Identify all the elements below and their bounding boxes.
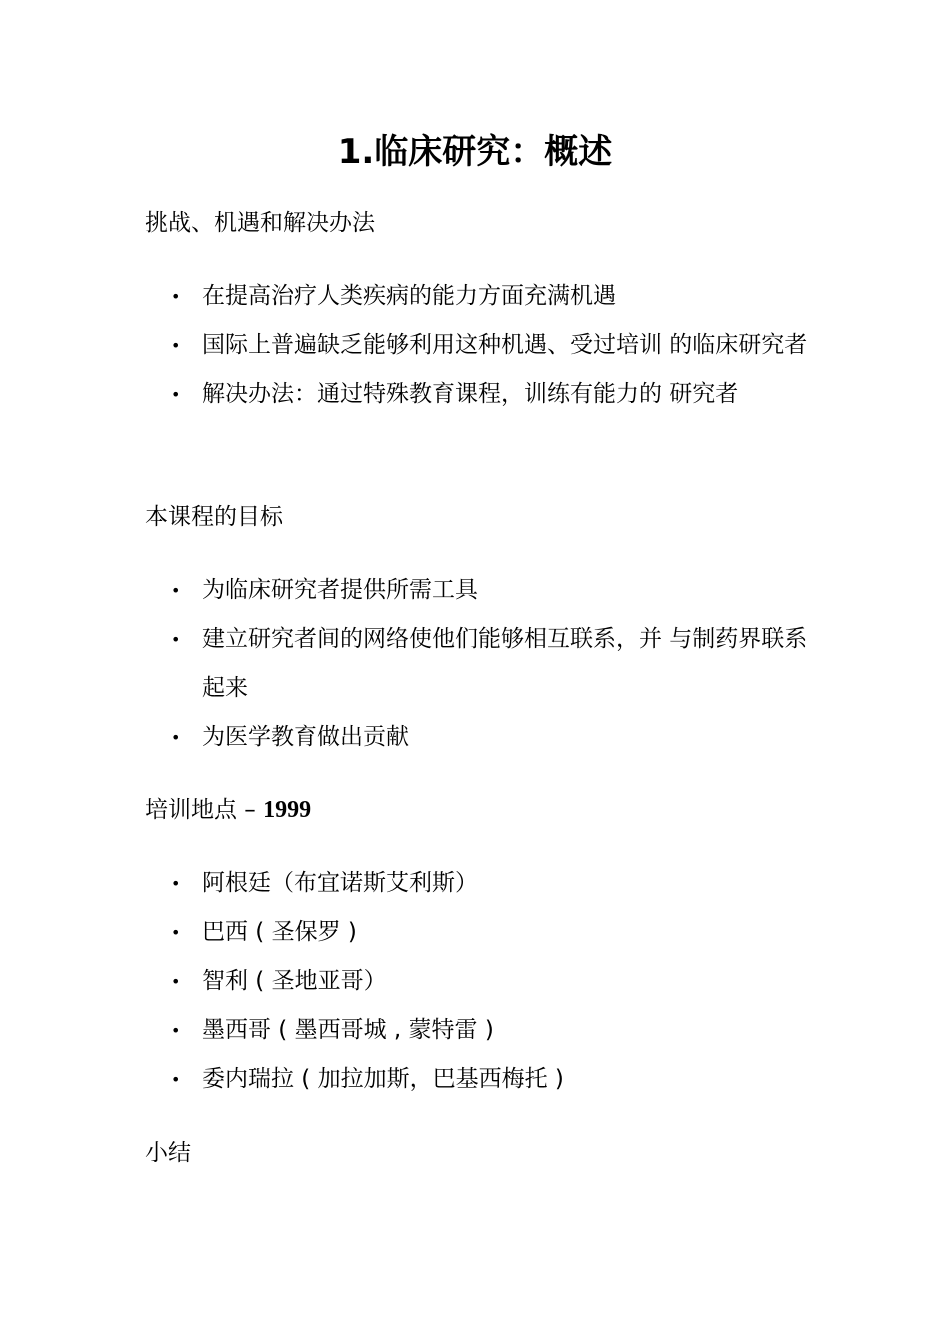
section-heading-goals: 本课程的目标 xyxy=(145,504,283,530)
list-item xyxy=(145,957,815,1006)
list-item-text: 解决办法：通过特殊教育课程，训练有能力的 研究者 xyxy=(202,381,739,407)
list-item xyxy=(145,566,815,615)
list-item xyxy=(145,1006,815,1055)
list-item xyxy=(145,908,815,957)
list-item-text: 为临床研究者提供所需工具 xyxy=(202,577,478,603)
bullet-icon: • xyxy=(171,630,181,649)
bullet-icon: • xyxy=(171,1021,181,1040)
section-heading-summary: 小结 xyxy=(145,1140,191,1166)
list-item xyxy=(145,370,815,419)
list-item-text: 国际上普遍缺乏能够利用这种机遇、受过培训 的临床研究者 xyxy=(202,332,808,358)
list-item-text: 委内瑞拉 ( 加拉加斯，巴基西梅托 ) xyxy=(202,1066,564,1092)
list-item-text: 为医学教育做出贡献 xyxy=(202,724,409,750)
section-heading-locations xyxy=(145,794,311,826)
bullet-icon: • xyxy=(171,972,181,991)
bullet-icon: • xyxy=(171,336,181,355)
list-item xyxy=(145,321,815,370)
list-item xyxy=(145,272,815,321)
goals-list xyxy=(145,566,815,762)
list-item-text: 阿根廷（布宜诺斯艾利斯） xyxy=(202,870,478,896)
list-item-text: 在提高治疗人类疾病的能力方面充满机遇 xyxy=(202,283,616,309)
bullet-icon: • xyxy=(171,874,181,893)
list-item xyxy=(145,713,815,762)
bullet-icon: • xyxy=(171,287,181,306)
list-item-text: 智利 ( 圣地亚哥） xyxy=(202,968,387,994)
list-item xyxy=(145,1055,815,1104)
bullet-icon: • xyxy=(171,581,181,600)
list-item-text: 墨西哥 ( 墨西哥城 , 蒙特雷 ) xyxy=(202,1017,494,1043)
list-item xyxy=(145,859,815,908)
bullet-icon: • xyxy=(171,385,181,404)
section-heading-year: 1999 xyxy=(263,797,312,823)
page-title: 1.临床研究：概述 xyxy=(337,132,613,172)
section-heading-challenges: 挑战、机遇和解决办法 xyxy=(145,210,375,236)
list-item-text: 巴西 ( 圣保罗 ) xyxy=(202,919,357,945)
locations-list xyxy=(145,859,815,1104)
list-item xyxy=(145,615,815,713)
bullet-icon: • xyxy=(171,923,181,942)
bullet-icon: • xyxy=(171,728,181,747)
bullet-icon: • xyxy=(171,1070,181,1089)
section-heading-locations-label: 培训地点 – xyxy=(145,797,256,823)
list-item-text: 建立研究者间的网络使他们能够相互联系，并 与制药界联系起来 xyxy=(202,626,808,701)
challenges-list xyxy=(145,272,815,419)
